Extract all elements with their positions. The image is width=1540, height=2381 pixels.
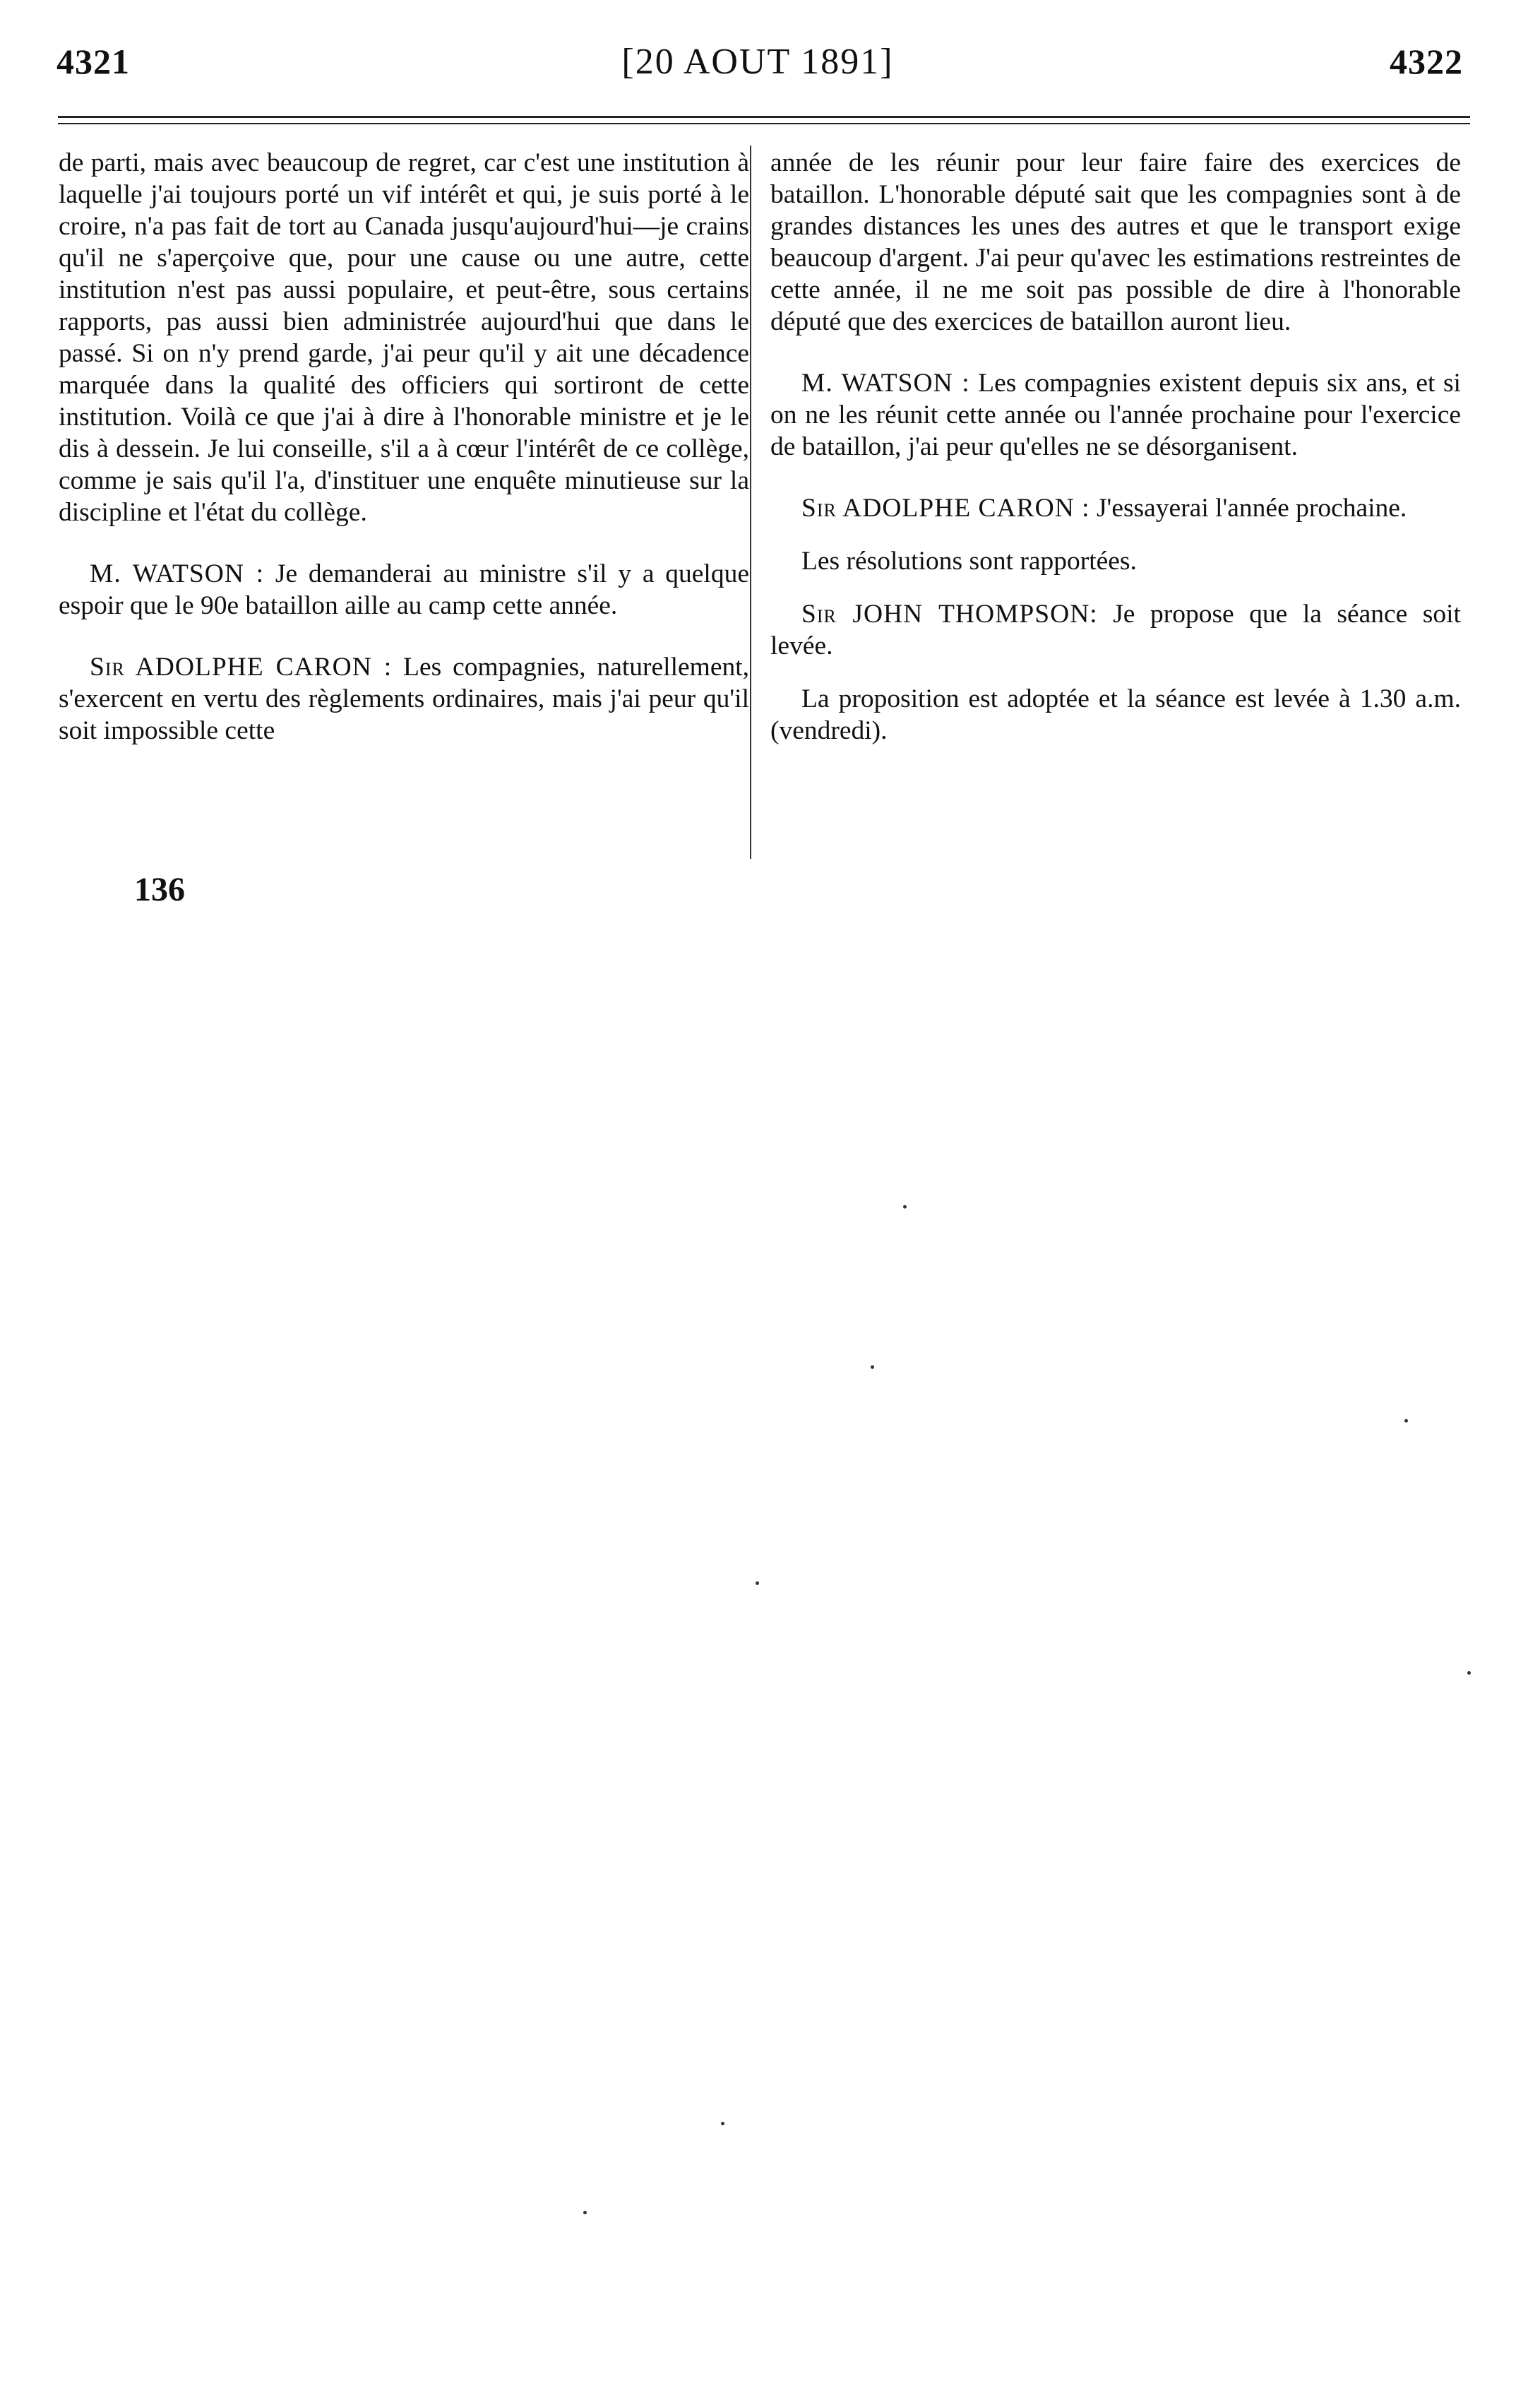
right-column	[770, 147, 1461, 776]
speaker-name: Sir ADOLPHE CARON :	[90, 653, 393, 682]
signature-mark: 136	[134, 871, 185, 908]
speech-text: Je demanderai au ministre s'il y a quelque espoir que le 90e bataillon aille au camp cette année.	[59, 559, 749, 620]
left-column	[59, 147, 749, 776]
speaker-name: M. WATSON :	[801, 369, 970, 398]
print-speck	[583, 2211, 587, 2214]
print-speck	[903, 1205, 907, 1209]
print-speck	[1404, 1419, 1408, 1423]
left-paragraph-watson	[59, 558, 749, 622]
speaker-name: M. WATSON :	[90, 559, 265, 588]
page-header	[48, 41, 1467, 97]
right-paragraph-adjournment: La proposition est adoptée et la séance est levée à 1.30 a.m. (vendredi).	[770, 684, 1461, 745]
right-paragraph-1: année de les réunir pour leur faire faire des exercices de bataillon. L'honorable député sait que les compagnies sont à de grandes distances les unes des autres et que le transport exige beaucoup d'argent. J'ai peur qu'avec les estimations restreintes de cette année, il ne me soit pas possible de dire à l'honorable député que des exercices de bataillon auront lieu.	[770, 148, 1461, 336]
right-paragraph-watson	[770, 367, 1461, 463]
speaker-name: Sir ADOLPHE CARON :	[801, 494, 1090, 523]
right-paragraph-caron	[770, 492, 1461, 524]
header-rule-top	[58, 116, 1470, 118]
column-divider	[750, 146, 751, 859]
right-paragraph-thompson	[770, 598, 1461, 662]
print-speck	[721, 2122, 724, 2125]
right-page-number: 4322	[1390, 42, 1463, 81]
header-date: [20 AOUT 1891]	[621, 42, 894, 82]
print-speck	[871, 1365, 874, 1369]
left-page-number: 4321	[56, 42, 130, 81]
header-rule-bottom	[58, 123, 1470, 124]
speech-text: Je propose que la séance soit levée.	[770, 600, 1461, 660]
speech-text: J'essayerai l'année prochaine.	[1090, 494, 1407, 523]
left-paragraph-caron	[59, 651, 749, 747]
speech-text: Les compagnies, naturellement, s'exercent en vertu des règlements ordinaires, mais j'ai peur qu'il soit impossible cette	[59, 653, 750, 745]
print-speck	[756, 1581, 759, 1585]
left-paragraph-1: de parti, mais avec beaucoup de regret, car c'est une institution à laquelle j'ai toujours porté un vif intérêt et qui, je suis porté à le croire, n'a pas fait de tort au Canada jusqu'aujourd'hui—je crains qu'il ne s'aperçoive que, pour une cause ou une autre, cette institution n'est pas aussi populaire, et peut-être, sous certains rapports, pas aussi bien administrée aujourd'hui que dans le passé. Si on n'y prend garde, j'ai peur qu'il y ait une décadence marquée dans la qualité des officiers qui sortiront de cette institution. Voilà ce que j'ai à dire à l'honorable ministre et je le dis à dessein. Je lui conseille, s'il a à cœur l'intérêt de ce collège, comme je sais qu'il l'a, d'instituer une enquête minutieuse sur la discipline et l'état du collège.	[59, 148, 749, 527]
speech-text: Les compagnies existent depuis six ans, et si on ne les réunit cette année ou l'année prochaine pour l'exercice de bataillon, j'ai peur qu'elles ne se désorganisent.	[770, 369, 1461, 461]
print-speck	[1467, 1671, 1471, 1675]
speaker-name: Sir JOHN THOMPSON:	[801, 600, 1098, 629]
right-paragraph-resolutions: Les résolutions sont rapportées.	[801, 547, 1137, 576]
